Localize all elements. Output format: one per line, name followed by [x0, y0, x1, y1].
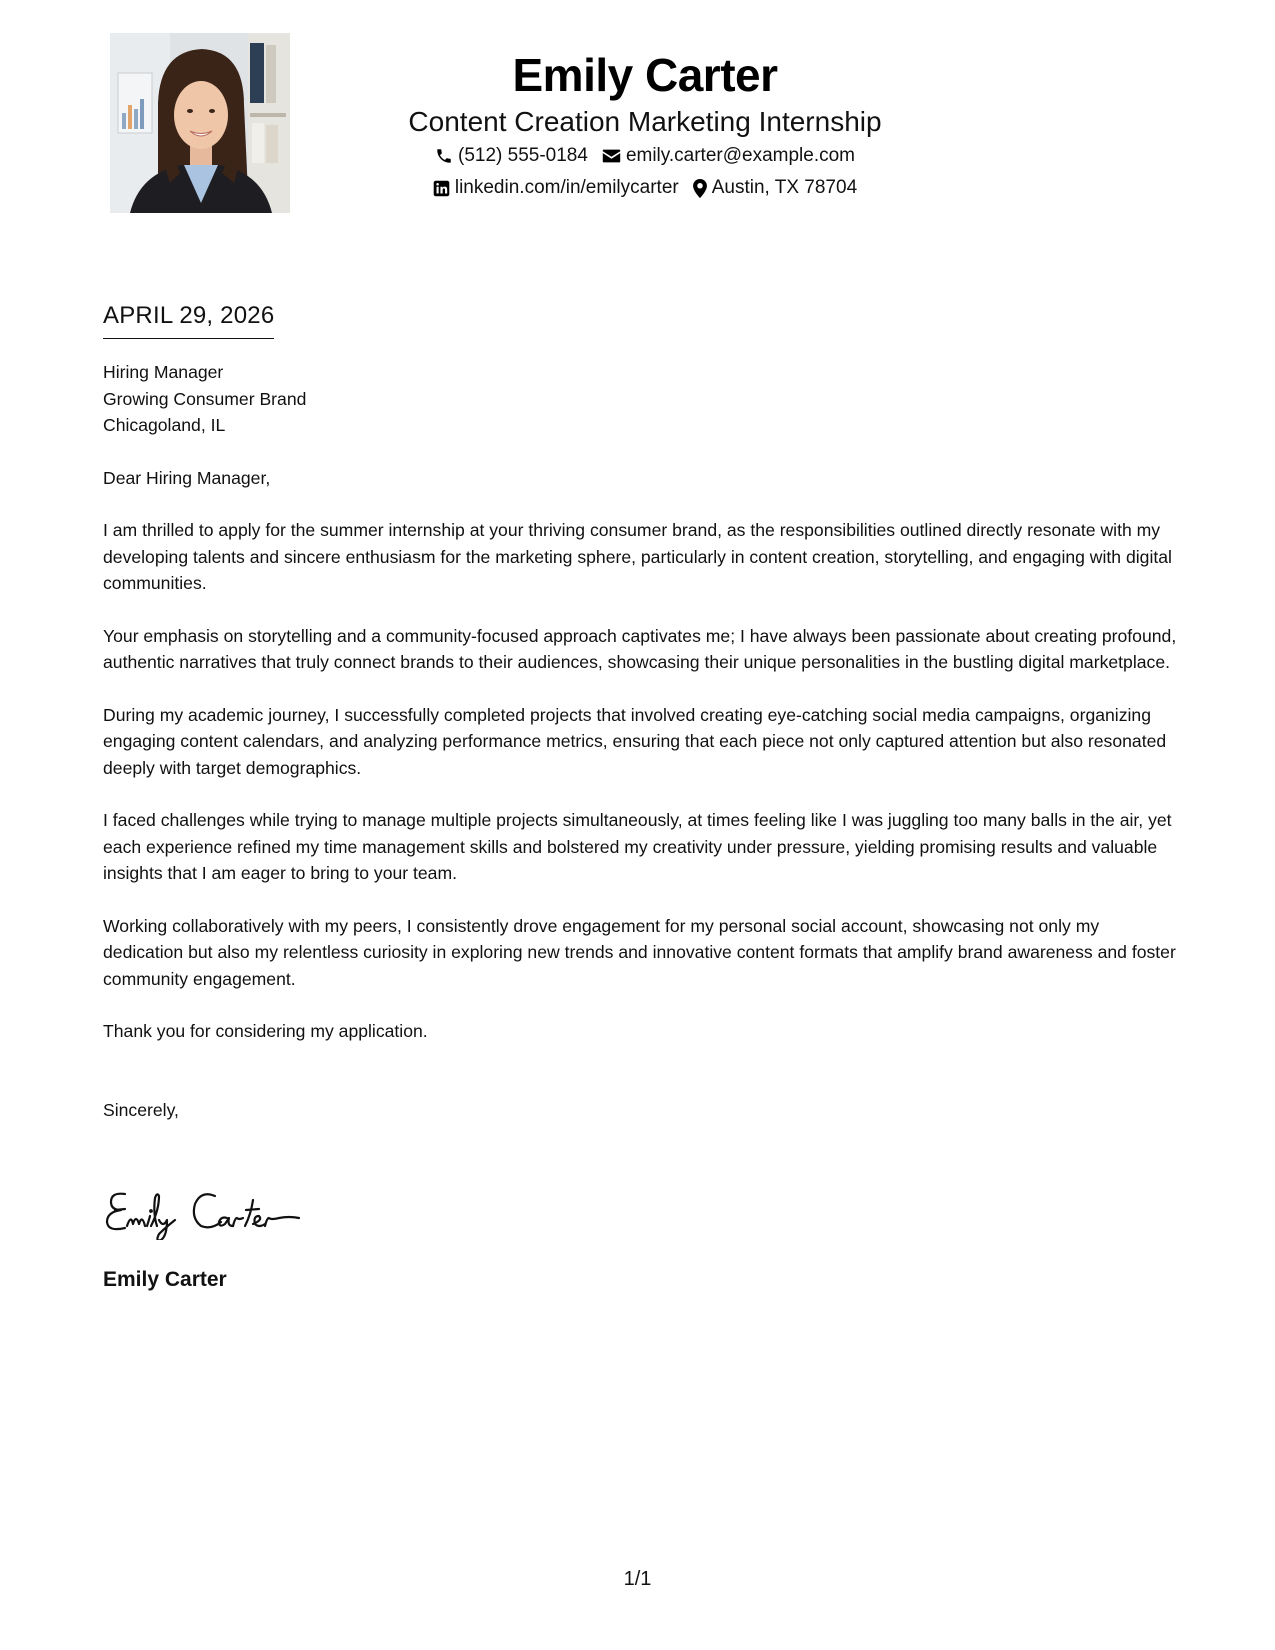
recipient-line: Chicagoland, IL — [103, 415, 226, 435]
email-contact — [602, 140, 855, 172]
phone-icon — [435, 147, 453, 165]
recipient-line: Growing Consumer Brand — [103, 388, 307, 409]
signoff: Sincerely, — [103, 1099, 179, 1120]
applicant-title: Content Creation Marketing Internship — [408, 106, 882, 137]
phone-contact — [435, 140, 588, 172]
letter-header — [330, 46, 960, 204]
body-paragraph: I faced challenges while trying to manage multiple projects simultaneously, at times feeling like I was juggling too many balls in the air, yet each experience refined my time management skills and bolstered my creativity under pressure, yielding promising results and valuable insights that I am eager to bring to your team. — [103, 810, 1172, 883]
envelope-icon — [602, 148, 621, 164]
letter-date: APRIL 29, 2026 — [103, 300, 274, 339]
applicant-name: Emily Carter — [512, 49, 778, 101]
location-contact — [693, 172, 857, 204]
printed-signature-name: Emily Carter — [103, 1268, 227, 1291]
contact-line-2 — [330, 172, 960, 204]
closing-line: Thank you for considering my application. — [103, 1021, 428, 1041]
recipient-block — [103, 359, 1183, 439]
salutation: Dear Hiring Manager, — [103, 467, 271, 488]
body-paragraph: Your emphasis on storytelling and a community-focused approach captivates me; I have always been passionate about creating profound, authentic narratives that truly connect brands to their audiences, showcasing their unique personalities in the bustling digital marketplace. — [103, 625, 1177, 672]
linkedin-contact — [433, 172, 679, 204]
page-number: 1/1 — [623, 1568, 652, 1590]
profile-photo — [110, 33, 290, 213]
linkedin-url: linkedin.com/in/emilycarter — [454, 177, 679, 198]
location-text: Austin, TX 78704 — [711, 177, 858, 198]
body-paragraph: During my academic journey, I successfully completed projects that involved creating eye-catching social media campaigns, organizing engaging content calendars, and analyzing performance metrics, ensuring that each piece not only captured attention but also resonated deeply with target demographics. — [103, 704, 1167, 778]
recipient-line: Hiring Manager — [103, 362, 224, 382]
map-pin-icon — [693, 179, 707, 198]
body-paragraph: Working collaboratively with my peers, I consistently drove engagement for my personal social account, showcasing not only my dedication but also my relentless curiosity in exploring new trends and innovative content formats that amplify brand awareness and foster community engagement. — [103, 915, 1176, 989]
phone-number: (512) 555-0184 — [458, 145, 588, 166]
linkedin-icon — [433, 180, 450, 197]
email-address: emily.carter@example.com — [625, 145, 855, 166]
letter-body — [103, 359, 1183, 1123]
handwritten-signature — [103, 1180, 323, 1240]
contact-line-1 — [330, 140, 960, 172]
body-paragraph: I am thrilled to apply for the summer internship at your thriving consumer brand, as the responsibilities outlined directly resonate with my developing talents and sincere enthusiasm for the marketing sphere, particularly in content creation, storytelling, and engaging with digital communities. — [103, 520, 1172, 593]
